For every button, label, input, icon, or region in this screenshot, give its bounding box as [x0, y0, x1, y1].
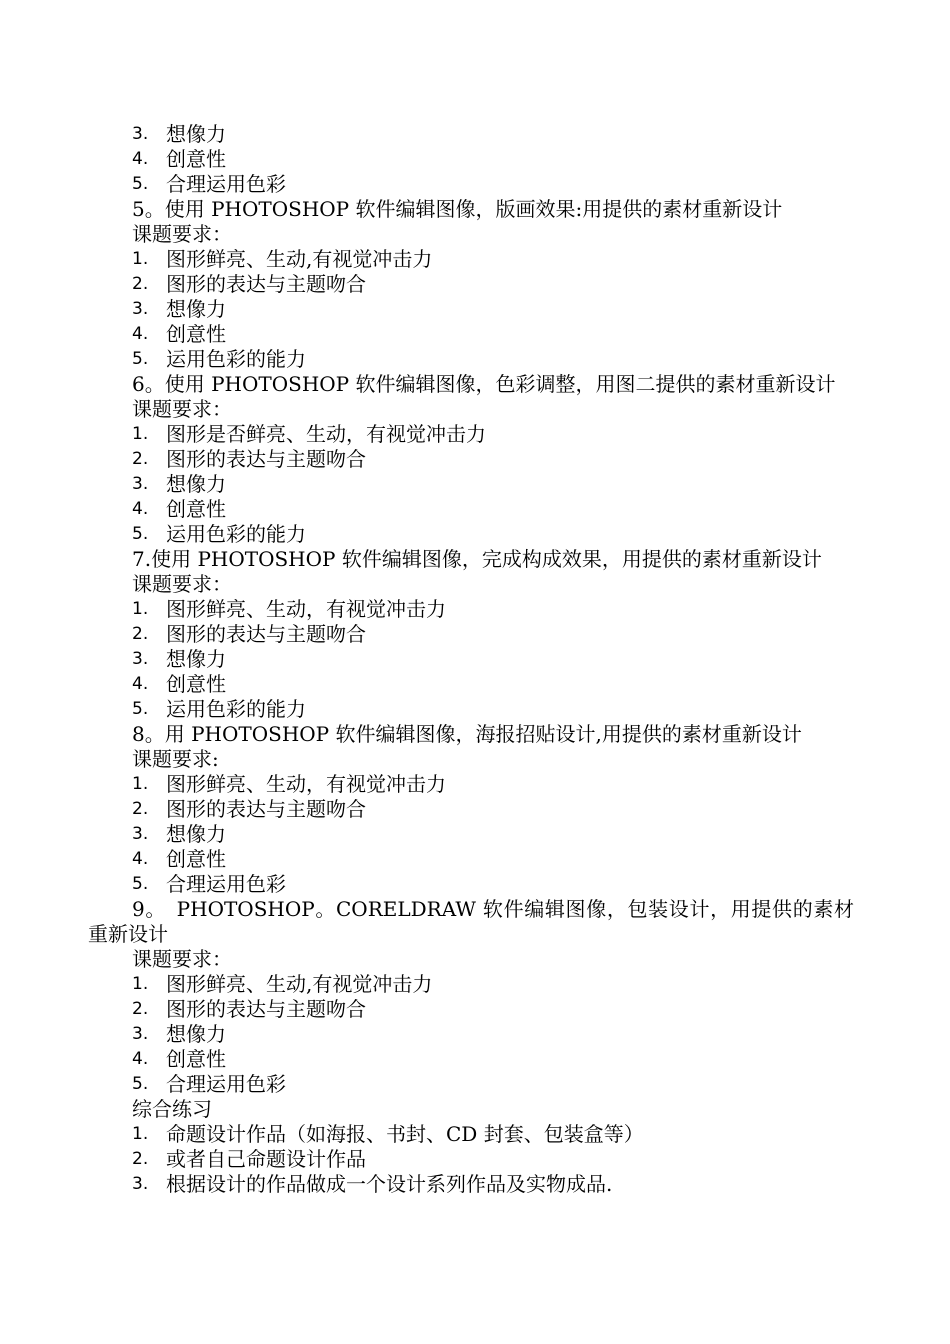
list-text: 想像力 [166, 1022, 226, 1046]
list-number: 4. [132, 499, 149, 519]
section-6-requirements-label: 课题要求： [132, 397, 232, 421]
list-item [88, 1072, 854, 1097]
list-number: 5. [132, 524, 149, 544]
list-text: 图形的表达与主题吻合 [166, 797, 366, 821]
list-number: 5. [132, 699, 149, 719]
list-text: 创意性 [166, 847, 226, 871]
list-item [88, 847, 854, 872]
section-8-requirements-label: 课题要求: [132, 747, 219, 771]
list-number: 2. [132, 999, 149, 1019]
list-text: 图形的表达与主题吻合 [166, 447, 366, 471]
list-text: 合理运用色彩 [166, 172, 286, 196]
list-item [88, 622, 854, 647]
list-item [88, 347, 854, 372]
practice-label: 综合练习 [132, 1097, 212, 1121]
list-text: 图形鲜亮、生动，有视觉冲击力 [166, 597, 446, 621]
list-item [88, 697, 854, 722]
list-number: 5. [132, 174, 149, 194]
list-text: 想像力 [166, 822, 226, 846]
list-item [88, 997, 854, 1022]
list-number: 1. [132, 1124, 149, 1144]
list-number: 2. [132, 624, 149, 644]
list-text: 想像力 [166, 297, 226, 321]
list-item [88, 297, 854, 322]
list-text: 创意性 [166, 147, 226, 171]
list-number: 3. [132, 124, 149, 144]
list-text: 命题设计作品（如海报、书封、CD 封套、包装盒等） [166, 1122, 644, 1146]
list-text: 运用色彩的能力 [166, 697, 306, 721]
list-item [88, 122, 854, 147]
list-item [88, 822, 854, 847]
list-item [88, 1022, 854, 1047]
list-text: 合理运用色彩 [166, 872, 286, 896]
list-item [88, 672, 854, 697]
list-text: 创意性 [166, 672, 226, 696]
list-text: 合理运用色彩 [166, 1072, 286, 1096]
list-item [88, 172, 854, 197]
document-body [88, 122, 854, 1197]
list-item [88, 872, 854, 897]
list-number: 1. [132, 599, 149, 619]
list-number: 1. [132, 774, 149, 794]
list-number: 2. [132, 274, 149, 294]
list-text: 根据设计的作品做成一个设计系列作品及实物成品. [166, 1172, 613, 1196]
list-item [88, 322, 854, 347]
section-7-heading: 7.使用 PHOTOSHOP 软件编辑图像，完成构成效果，用提供的素材重新设计 [132, 547, 822, 571]
list-item [88, 447, 854, 472]
list-number: 5. [132, 1074, 149, 1094]
list-number: 4. [132, 149, 149, 169]
list-number: 4. [132, 324, 149, 344]
list-text: 图形鲜亮、生动，有视觉冲击力 [166, 772, 446, 796]
list-number: 2. [132, 449, 149, 469]
list-number: 4. [132, 849, 149, 869]
list-text: 想像力 [166, 122, 226, 146]
list-text: 或者自己命题设计作品 [166, 1147, 366, 1171]
list-number: 3. [132, 824, 149, 844]
list-number: 1. [132, 974, 149, 994]
list-number: 4. [132, 1049, 149, 1069]
section-9-heading: 9。 PHOTOSHOP。CORELDRAW 软件编辑图像，包装设计，用提供的素材重新设计 [88, 897, 854, 946]
section-5-heading: 5。使用 PHOTOSHOP 软件编辑图像，版画效果:用提供的素材重新设计 [132, 197, 783, 221]
list-text: 运用色彩的能力 [166, 347, 306, 371]
list-item [88, 772, 854, 797]
list-text: 创意性 [166, 1047, 226, 1071]
list-text: 图形的表达与主题吻合 [166, 622, 366, 646]
list-item [88, 472, 854, 497]
list-number: 5. [132, 874, 149, 894]
list-number: 2. [132, 1149, 149, 1169]
list-item [88, 1122, 854, 1147]
list-number: 1. [132, 249, 149, 269]
list-number: 5. [132, 349, 149, 369]
list-item [88, 497, 854, 522]
list-text: 图形鲜亮、生动,有视觉冲击力 [166, 972, 433, 996]
list-text: 想像力 [166, 472, 226, 496]
list-number: 3. [132, 649, 149, 669]
list-item [88, 647, 854, 672]
list-item [88, 147, 854, 172]
list-text: 创意性 [166, 322, 226, 346]
section-8-heading: 8。用 PHOTOSHOP 软件编辑图像，海报招贴设计,用提供的素材重新设计 [132, 722, 802, 746]
list-item [88, 1172, 854, 1197]
list-item [88, 272, 854, 297]
list-number: 3. [132, 1024, 149, 1044]
list-item [88, 247, 854, 272]
list-text: 图形鲜亮、生动,有视觉冲击力 [166, 247, 433, 271]
section-7-requirements-label: 课题要求： [132, 572, 232, 596]
list-item [88, 1147, 854, 1172]
list-number: 3. [132, 299, 149, 319]
list-number: 3. [132, 1174, 149, 1194]
list-text: 想像力 [166, 647, 226, 671]
list-text: 运用色彩的能力 [166, 522, 306, 546]
list-item [88, 797, 854, 822]
list-item [88, 597, 854, 622]
list-item [88, 422, 854, 447]
list-text: 图形的表达与主题吻合 [166, 272, 366, 296]
list-text: 图形的表达与主题吻合 [166, 997, 366, 1021]
list-number: 2. [132, 799, 149, 819]
section-9-requirements-label: 课题要求： [132, 947, 232, 971]
list-text: 图形是否鲜亮、生动，有视觉冲击力 [166, 422, 486, 446]
section-6-heading: 6。使用 PHOTOSHOP 软件编辑图像，色彩调整，用图二提供的素材重新设计 [132, 372, 836, 396]
list-item [88, 972, 854, 997]
list-item [88, 1047, 854, 1072]
list-number: 4. [132, 674, 149, 694]
section-5-requirements-label: 课题要求： [132, 222, 232, 246]
list-item [88, 522, 854, 547]
list-number: 1. [132, 424, 149, 444]
list-text: 创意性 [166, 497, 226, 521]
list-number: 3. [132, 474, 149, 494]
